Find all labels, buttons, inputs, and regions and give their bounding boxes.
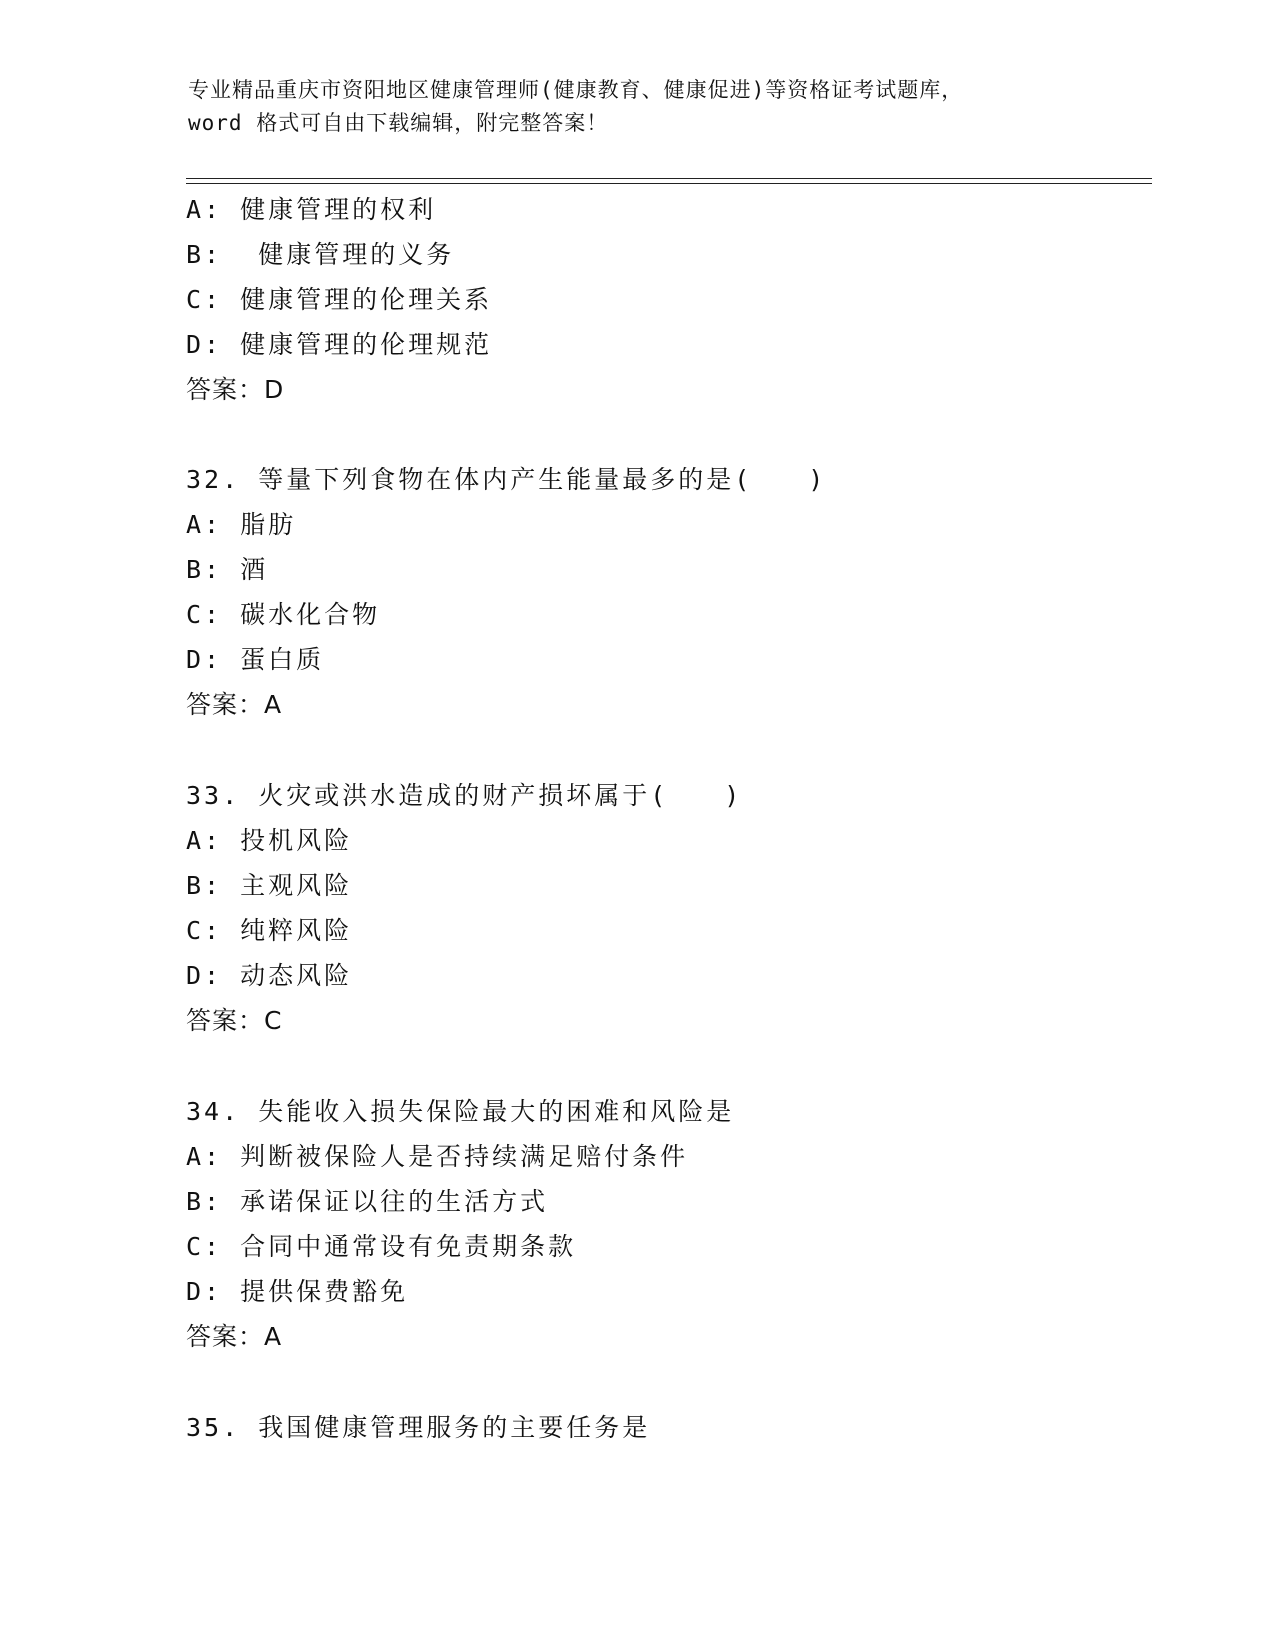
q33-option-d: D: 动态风险	[186, 961, 353, 990]
q32-option-a: A: 脂肪	[186, 510, 297, 539]
q34-question: 34. 失能收入损失保险最大的困难和风险是	[186, 1097, 735, 1126]
q33-option-b: B: 主观风险	[186, 871, 353, 900]
q33-question: 33. 火灾或洪水造成的财产损坏属于( )	[186, 781, 743, 810]
q32-question: 32. 等量下列食物在体内产生能量最多的是( )	[186, 465, 827, 494]
q31-option-d: D: 健康管理的伦理规范	[186, 330, 493, 359]
header-divider-top	[186, 178, 1152, 179]
q33-answer: 答案：C	[186, 1006, 283, 1035]
q34-answer: 答案：A	[186, 1322, 283, 1351]
q32-answer: 答案：A	[186, 690, 283, 719]
q34-option-d: D: 提供保费豁免	[186, 1277, 409, 1306]
q32-option-c: C: 碳水化合物	[186, 600, 381, 629]
q32-option-d: D: 蛋白质	[186, 645, 325, 674]
header-line-1: 专业精品重庆市资阳地区健康管理师(健康教育、健康促进)等资格证考试题库，	[188, 78, 964, 102]
q34-option-a: A: 判断被保险人是否持续满足赔付条件	[186, 1142, 689, 1171]
q35-question: 35. 我国健康管理服务的主要任务是	[186, 1413, 651, 1442]
q34-option-b: B: 承诺保证以往的生活方式	[186, 1187, 549, 1216]
q31-option-b: B: 健康管理的义务	[186, 240, 455, 269]
q33-option-a: A: 投机风险	[186, 826, 353, 855]
header-line-2: word 格式可自由下载编辑，附完整答案！	[188, 111, 609, 135]
q33-option-c: C: 纯粹风险	[186, 916, 353, 945]
q34-option-c: C: 合同中通常设有免责期条款	[186, 1232, 577, 1261]
q31-answer: 答案：D	[186, 375, 285, 404]
q31-option-a: A: 健康管理的权利	[186, 195, 437, 224]
header-divider-bottom	[186, 183, 1152, 184]
q32-option-b: B: 酒	[186, 555, 269, 584]
q31-option-c: C: 健康管理的伦理关系	[186, 285, 493, 314]
document-header	[188, 74, 1088, 140]
